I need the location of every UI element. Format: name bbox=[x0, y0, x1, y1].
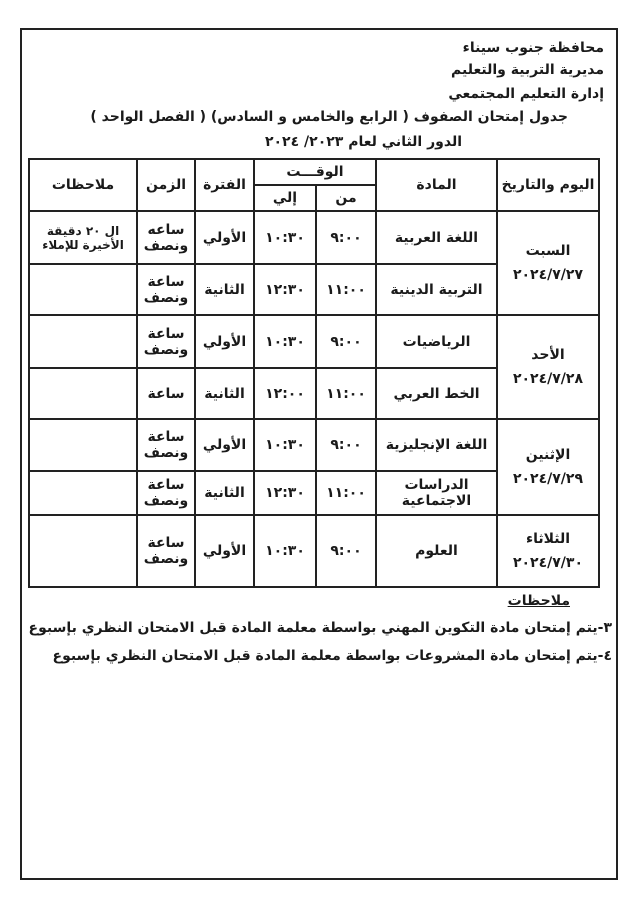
time-from-cell: ٩:٠٠ bbox=[316, 315, 376, 368]
exam-session: الدور الثاني لعام ٢٠٢٣/ ٢٠٢٤ bbox=[264, 134, 462, 150]
header-day-date: اليوم والتاريخ bbox=[497, 159, 599, 211]
subject-cell: الدراسات الاجتماعية bbox=[376, 471, 497, 515]
header-to: إلي bbox=[254, 185, 316, 211]
note-cell bbox=[29, 368, 137, 419]
period-cell: الأولي bbox=[195, 419, 254, 471]
day-cell bbox=[497, 211, 599, 315]
table-row bbox=[29, 211, 599, 264]
period-cell: الأولي bbox=[195, 315, 254, 368]
table-row bbox=[29, 419, 599, 471]
note-cell bbox=[29, 515, 137, 587]
time-to-cell: ١٠:٣٠ bbox=[254, 515, 316, 587]
duration-cell: ساعة ونصف bbox=[137, 419, 195, 471]
note-cell: ال ٢٠ دقيقة الأخيرة للإملاء bbox=[29, 211, 137, 264]
duration-cell: ساعه ونصف bbox=[137, 211, 195, 264]
duration-cell: ساعة ونصف bbox=[137, 264, 195, 315]
note-cell bbox=[29, 315, 137, 368]
exam-schedule-title: جدول إمتحان الصفوف ( الرابع والخامس و السادس) ( الفصل الواحد ) bbox=[90, 109, 568, 125]
time-from-cell: ٩:٠٠ bbox=[316, 419, 376, 471]
period-cell: الأولي bbox=[195, 515, 254, 587]
day-date: ٢٠٢٤/٧/٣٠ bbox=[512, 555, 584, 571]
subject-cell: التربية الدينية bbox=[376, 264, 497, 315]
note-cell bbox=[29, 264, 137, 315]
table-row bbox=[29, 515, 599, 587]
header-subject: المادة bbox=[376, 159, 497, 211]
period-cell: الأولي bbox=[195, 211, 254, 264]
header-notes: ملاحظات bbox=[29, 159, 137, 211]
day-name: الثلاثاء bbox=[525, 531, 571, 547]
header-period: الفترة bbox=[195, 159, 254, 211]
note-item: ٤-يتم إمتحان مادة المشروعات بواسطة معلمة المادة قبل الامتحان النظري بإسبوع bbox=[52, 648, 612, 664]
note-item: ٣-يتم إمتحان مادة التكوين المهني بواسطة معلمة المادة قبل الامتحان النظري بإسبوع bbox=[28, 620, 612, 636]
time-to-cell: ١٠:٣٠ bbox=[254, 419, 316, 471]
time-to-cell: ١٢:٣٠ bbox=[254, 264, 316, 315]
subject-cell: اللغة العربية bbox=[376, 211, 497, 264]
note-cell bbox=[29, 471, 137, 515]
day-date: ٢٠٢٤/٧/٢٨ bbox=[512, 371, 584, 387]
subject-cell: العلوم bbox=[376, 515, 497, 587]
subject-cell: اللغة الإنجليزية bbox=[376, 419, 497, 471]
header-duration: الزمن bbox=[137, 159, 195, 211]
time-to-cell: ١٢:٠٠ bbox=[254, 368, 316, 419]
period-cell: الثانية bbox=[195, 368, 254, 419]
duration-cell: ساعة ونصف bbox=[137, 315, 195, 368]
period-cell: الثانية bbox=[195, 264, 254, 315]
header-time: الوقـــت bbox=[254, 159, 376, 185]
time-from-cell: ١١:٠٠ bbox=[316, 264, 376, 315]
subject-cell: الخط العربي bbox=[376, 368, 497, 419]
day-name: الإثنين bbox=[525, 447, 571, 463]
administration-name: إدارة التعليم المجتمعي bbox=[448, 86, 604, 102]
duration-cell: ساعة ونصف bbox=[137, 515, 195, 587]
exam-schedule-table bbox=[28, 158, 600, 588]
day-name: السبت bbox=[525, 243, 571, 259]
day-date: ٢٠٢٤/٧/٢٩ bbox=[512, 471, 584, 487]
duration-cell: ساعة ونصف bbox=[137, 471, 195, 515]
duration-cell: ساعة bbox=[137, 368, 195, 419]
note-cell bbox=[29, 419, 137, 471]
time-from-cell: ٩:٠٠ bbox=[316, 515, 376, 587]
period-cell: الثانية bbox=[195, 471, 254, 515]
header-from: من bbox=[316, 185, 376, 211]
day-name: الأحد bbox=[531, 347, 565, 363]
time-from-cell: ٩:٠٠ bbox=[316, 211, 376, 264]
time-from-cell: ١١:٠٠ bbox=[316, 368, 376, 419]
day-date: ٢٠٢٤/٧/٢٧ bbox=[512, 267, 584, 283]
time-from-cell: ١١:٠٠ bbox=[316, 471, 376, 515]
table-row bbox=[29, 315, 599, 368]
day-cell bbox=[497, 515, 599, 587]
directorate-name: مديرية التربية والتعليم bbox=[451, 62, 604, 78]
time-to-cell: ١٠:٣٠ bbox=[254, 211, 316, 264]
notes-title: ملاحظات bbox=[507, 593, 570, 609]
subject-cell: الرياضيات bbox=[376, 315, 497, 368]
time-to-cell: ١٢:٣٠ bbox=[254, 471, 316, 515]
day-cell bbox=[497, 419, 599, 515]
day-cell bbox=[497, 315, 599, 419]
time-to-cell: ١٠:٣٠ bbox=[254, 315, 316, 368]
governorate-name: محافظة جنوب سيناء bbox=[462, 40, 604, 56]
